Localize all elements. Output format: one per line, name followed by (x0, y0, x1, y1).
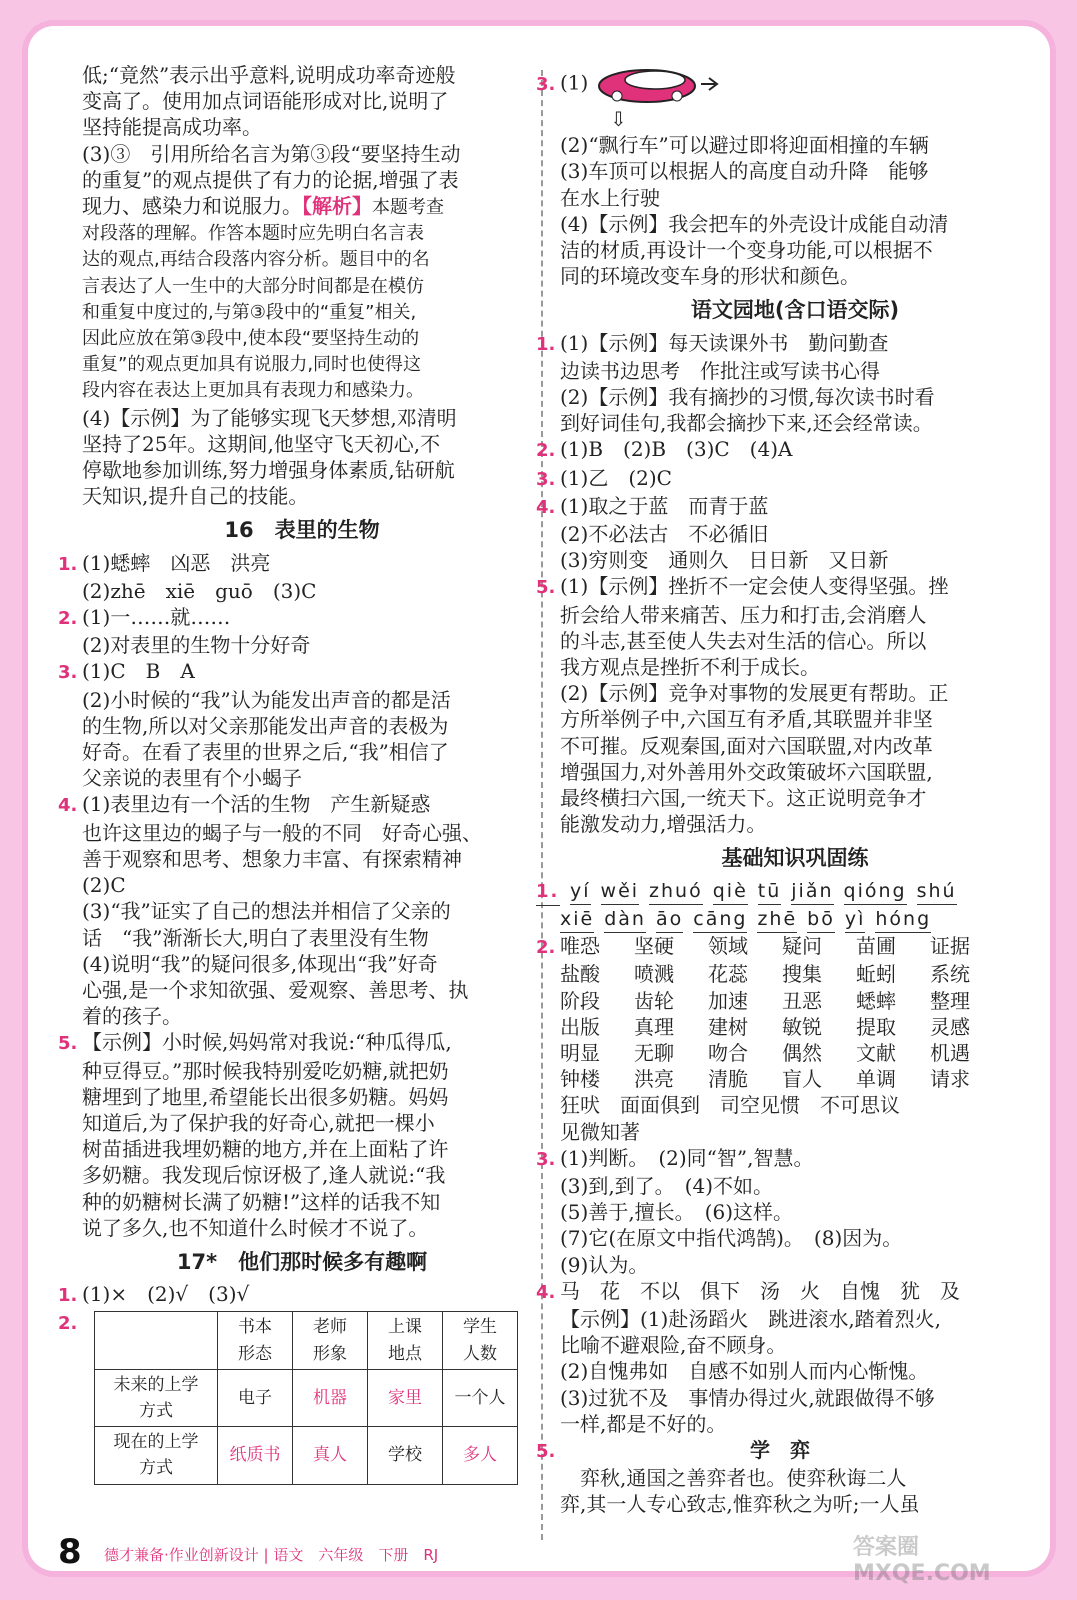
answer-text: (7)它(在原文中指代鸿鹄)。 (8)因为。 (560, 1226, 903, 1251)
word-row (560, 1040, 1030, 1066)
answer-item (536, 1278, 1030, 1437)
answer-line (560, 1252, 1030, 1278)
answer-text: 也许这里边的蝎子与一般的不同 好奇心强、 (82, 820, 482, 845)
question-number: 3. (536, 468, 556, 490)
table-cell: 纸质书 (218, 1427, 293, 1484)
answer-line (560, 1225, 1030, 1251)
question-number: 1. (536, 333, 556, 355)
answer-text: (2)小时候的“我”认为能发出声音的都是活 (82, 687, 451, 712)
answer-line (536, 465, 1030, 493)
pinyin-item: bō (807, 906, 835, 933)
answer-line (82, 687, 522, 713)
answer-text: (3)到,到了。 (4)不如。 (560, 1173, 774, 1198)
table-row (95, 1312, 518, 1369)
answer-line (82, 765, 522, 791)
word-grid (536, 933, 1030, 1092)
word-item: 疑问 (782, 934, 822, 959)
answer-text: (1)判断。 (2)同“智”,智慧。 (560, 1145, 814, 1170)
answer-text: 边读书边思考 作批注或写读书心得 (560, 358, 880, 383)
question-number: 2. (536, 937, 556, 959)
answer-text: (1)B (2)B (3)C (4)A (560, 437, 793, 462)
answer-text: 好奇。在看了表里的世界之后,“我”相信了 (82, 740, 449, 765)
word-item: 坚硬 (634, 934, 674, 959)
text-line: 弈秋,通国之善弈者也。使弈秋诲二人 (560, 1466, 907, 1491)
word-row (560, 988, 1030, 1014)
answer-line (560, 602, 1030, 628)
table-cell (95, 1312, 218, 1369)
answer-line (82, 632, 522, 658)
answer-text: 【示例】小时候,妈妈常对我说:“种瓜得瓜, (82, 1030, 452, 1055)
word-item: 证据 (930, 934, 970, 959)
answer-text: (1)【示例】每天读课外书 勤问勤查 (560, 330, 889, 355)
table-cell: 家里 (368, 1369, 443, 1426)
answer-text: (1)× (2)√ (3)√ (82, 1282, 250, 1307)
answer-text: 不可摧。反观秦国,面对六国联盟,对内改革 (560, 733, 933, 758)
word-item: 花蕊 (708, 962, 748, 987)
answer-line (82, 1084, 522, 1110)
yuwen-yuandi-answers (536, 330, 1030, 838)
answer-text: (2)自愧弗如 自感不如别人而内心惭愧。 (560, 1359, 929, 1384)
text-line: 因此应放在第③段中,使本段“要坚持生动的 (82, 328, 420, 350)
word-item: 真理 (634, 1014, 674, 1039)
question-number: 1. (58, 1285, 78, 1307)
answer-text: 种豆得豆。”那时候我特别爱吃奶糖,就把奶 (82, 1058, 449, 1083)
answer-line (536, 493, 1030, 521)
question-number: 4. (536, 496, 556, 518)
answer-line (560, 654, 1030, 680)
pinyin-item: āo (656, 906, 683, 933)
word-item: 丑恶 (782, 988, 822, 1013)
pinyin-item: xiē (560, 906, 594, 933)
answer-line (58, 791, 522, 819)
table-cell: 书本 形态 (218, 1312, 293, 1369)
answer-text: (2)zhē xiē guō (3)C (82, 578, 317, 603)
answer-line (82, 1110, 522, 1136)
answer-line (560, 628, 1030, 654)
answer-line (82, 872, 522, 898)
text-line: 重复”的观点更加具有说服力,同时也使得这 (82, 354, 422, 376)
answer-line (82, 925, 522, 951)
table-cell: 电子 (218, 1369, 293, 1426)
word-item: 机遇 (930, 1040, 970, 1065)
answer-line (58, 658, 522, 686)
word-item: 单调 (856, 1067, 896, 1092)
answer-text: 我方观点是挫折不利于成长。 (560, 655, 820, 680)
text-line: 言表达了人一生中的大部分时间都是在模仿 (82, 275, 424, 297)
text-line: (2)“飘行车”可以避过即将迎面相撞的车辆 (560, 133, 929, 158)
word-item: 领域 (708, 934, 748, 959)
answer-line (560, 1358, 1030, 1384)
question-number: 5. (536, 1440, 556, 1462)
pinyin-item: qiè (713, 878, 748, 905)
answer-line (560, 706, 1030, 732)
answer-line (560, 1199, 1030, 1225)
table-cell: 机器 (293, 1369, 368, 1426)
answer-item (536, 1145, 1030, 1278)
lesson-16-title: 16 表里的生物 (224, 518, 380, 543)
answer-text: 父亲说的表里有个小蝎子 (82, 766, 302, 791)
word-item: 蚯蚓 (856, 962, 896, 987)
pinyin-item: zhē (757, 906, 797, 933)
answer-text: 到好词佳句,我都会摘抄下来,还会经常读。 (560, 411, 933, 436)
answer-text: (1)一……就…… (82, 605, 231, 630)
table-cell: 学生 人数 (443, 1312, 518, 1369)
answer-line (82, 1136, 522, 1162)
footer (58, 1532, 658, 1572)
answer-text: (9)认为。 (560, 1252, 649, 1277)
answer-line (58, 604, 522, 632)
answer-text: 话 “我”渐渐长大,明白了表里没有生物 (82, 925, 429, 950)
word-item: 吻合 (708, 1040, 748, 1065)
answer-text: 知道后,为了保护我的好奇心,就把一棵小 (82, 1110, 435, 1135)
lesson-16-answers (58, 550, 522, 1241)
answer-line (560, 521, 1030, 547)
watermark (853, 1530, 1053, 1590)
word-item: 齿轮 (634, 988, 674, 1013)
answer-line (560, 811, 1030, 837)
question-number: 4. (58, 795, 78, 817)
word-item: 喷溅 (634, 962, 674, 987)
answer-line (536, 573, 1030, 601)
word-item: 出版 (560, 1014, 600, 1039)
answer-text: 【示例】(1)赴汤蹈火 跳进滚水,踏着烈火, (560, 1306, 942, 1331)
text-line: 停歇地参加训练,努力增强身体素质,钻研航 (82, 458, 455, 483)
text-line: (3)车顶可以根据人的高度自动升降 能够 (560, 159, 929, 184)
pinyin-item: zhuó (649, 878, 703, 905)
text-line: 狂吠 面面俱到 司空见惯 不可思议 (560, 1093, 900, 1118)
pinyin-item: hóng (875, 906, 931, 933)
word-item: 无聊 (634, 1040, 674, 1065)
left-column (58, 62, 522, 1485)
text-line: 变高了。使用加点词语能形成对比,说明了 (82, 89, 449, 114)
word-item: 洪亮 (634, 1067, 674, 1092)
word-item: 钟楼 (560, 1067, 600, 1092)
answer-text: (2)【示例】竞争对事物的发展更有帮助。正 (560, 681, 949, 706)
answer-item (58, 1281, 522, 1309)
word-item: 唯恐 (560, 934, 600, 959)
question-number: 2. (58, 1313, 78, 1335)
table-cell: 真人 (293, 1427, 368, 1484)
answer-text: 的斗志,甚至使人失去对生活的信心。所以 (560, 628, 927, 653)
answer-line (560, 410, 1030, 436)
answer-line (82, 951, 522, 977)
table-cell: 老师 形象 (293, 1312, 368, 1369)
question-number: 3. (536, 73, 556, 95)
yuwen-yuandi-title: 语文园地(含口语交际) (690, 298, 900, 323)
answer-line (536, 1278, 1030, 1306)
answer-text: (1)C B A (82, 659, 195, 684)
answer-line (82, 846, 522, 872)
word-item: 系统 (930, 962, 970, 987)
word-row (560, 1066, 1030, 1092)
answer-line (560, 1173, 1030, 1199)
answer-text: 种的奶糖树长满了奶糖!”这样的话我不知 (82, 1189, 441, 1214)
page-number: 8 (58, 1532, 82, 1572)
text-line (82, 193, 522, 221)
answer-text: 马 花 不以 俱下 汤 火 自愧 犹 及 (560, 1278, 960, 1303)
pinyin-item: wěi (601, 878, 640, 905)
pinyin-row (536, 878, 1030, 906)
answer-line (58, 1029, 522, 1057)
answer-text: 比喻不避艰险,奋不顾身。 (560, 1333, 787, 1358)
answer-text: 着的孩子。 (82, 1004, 182, 1029)
table-cell: 多人 (443, 1427, 518, 1484)
text-span: 本题考查 (372, 197, 444, 219)
answer-text: 折会给人带来痛苦、压力和打击,会消磨人 (560, 602, 927, 627)
pinyin-item: yì (845, 906, 866, 933)
answer-text: (2)对表里的生物十分好奇 (82, 633, 311, 658)
answer-text: 的生物,所以对父亲那能发出声音的表极为 (82, 713, 449, 738)
answer-text: (3)穷则变 通则久 日日新 又日新 (560, 548, 889, 573)
pinyin-item: jiǎn (791, 878, 833, 905)
answer-line (82, 578, 522, 604)
text-line: 的重复”的观点提供了有力的论据,增强了表 (82, 167, 459, 192)
word-item: 文献 (856, 1040, 896, 1065)
text-line: 天知识,提升自己的技能。 (82, 484, 309, 509)
pinyin-item: dàn (604, 906, 646, 933)
answer-text: (3)“我”证实了自己的想法并相信了父亲的 (82, 899, 451, 924)
question-number: 1. (58, 553, 78, 575)
answer-line (560, 733, 1030, 759)
answer-line (536, 436, 1030, 464)
question-number: 2. (58, 608, 78, 630)
answer-text: 最终横扫六国,一统天下。这正说明竞争才 (560, 786, 927, 811)
answer-text: (1)取之于蓝 而青于蓝 (560, 493, 769, 518)
text-line: 同的环境改变车身的形状和颜色。 (560, 264, 860, 289)
text-line: 在水上行驶 (560, 185, 660, 210)
answer-line (82, 739, 522, 765)
table-cell: 一个人 (443, 1369, 518, 1426)
text-line: 弈,其一人专心致志,惟弈秋之为听;一人虽 (560, 1492, 920, 1517)
comparison-table (94, 1311, 518, 1484)
word-item: 建树 (708, 1014, 748, 1039)
question-number: 3. (536, 1148, 556, 1170)
watermark-text: 答案圈 MXQE.COM (853, 1535, 991, 1586)
analysis-tag: 【解析】 (302, 194, 372, 219)
pinyin-item: shú (917, 878, 957, 905)
pinyin-item: cāng (693, 906, 747, 933)
text-line: (3)③ 引用所给名言为第③段“要坚持生动 (82, 141, 461, 166)
answer-line (560, 785, 1030, 811)
word-row (560, 961, 1030, 987)
word-item: 阶段 (560, 988, 600, 1013)
answer-text: (1)【示例】挫折不一定会使人变得坚强。挫 (560, 574, 949, 599)
answer-text: 多奶糖。我发现后惊讶极了,逢人就说:“我 (82, 1163, 446, 1188)
text-line: 和重复中度过的,与第③段中的“重复”相关, (82, 301, 417, 323)
answer-line (82, 898, 522, 924)
answer-text: 糖埋到了地里,希望能长出很多奶糖。妈妈 (82, 1084, 449, 1109)
answer-line (560, 1306, 1030, 1332)
word-item: 偶然 (782, 1040, 822, 1065)
answer-line (560, 547, 1030, 573)
answer-line (560, 384, 1030, 410)
answer-text: (1)蟋蟀 凶恶 洪亮 (82, 550, 271, 575)
question-number: 2. (536, 440, 556, 462)
text-line: 坚持了25年。这期间,他坚守飞天初心,不 (82, 431, 441, 456)
answer-line (82, 1003, 522, 1029)
text-line: (4)【示例】我会把车的外壳设计成能自动清 (560, 211, 949, 236)
answer-line (82, 820, 522, 846)
word-item: 搜集 (782, 962, 822, 987)
word-item: 灵感 (930, 1014, 970, 1039)
pinyin-item: tū (758, 878, 782, 905)
word-item: 明显 (560, 1040, 600, 1065)
answer-line (560, 1411, 1030, 1437)
word-item: 整理 (930, 988, 970, 1013)
text-line: 洁的材质,再设计一个变身功能,可以根据不 (560, 238, 933, 263)
answer-text: 说了多久,也不知道什么时候才不说了。 (82, 1215, 429, 1240)
answer-line (82, 1189, 522, 1215)
question-number: 4. (536, 1281, 556, 1303)
answer-line (560, 759, 1030, 785)
answer-text: (2)C (82, 873, 126, 898)
answer-text: 树苗插进我埋奶糖的地方,并在上面粘了许 (82, 1137, 449, 1162)
word-row (536, 933, 1030, 961)
answer-line (560, 358, 1030, 384)
answer-text: (5)善于,擅长。 (6)这样。 (560, 1200, 794, 1225)
answer-item (536, 62, 1030, 106)
text-line: 见微知著 (560, 1119, 640, 1144)
answer-text: (2)不必法古 不必循旧 (560, 522, 769, 547)
answer-text: (4)说明“我”的疑问很多,体现出“我”好奇 (82, 951, 438, 976)
text-line: 达的观点,再结合段落内容分析。题目中的名 (82, 249, 430, 271)
answer-line (82, 713, 522, 739)
table-cell: 未来的上学 方式 (95, 1369, 218, 1426)
answer-line (82, 1215, 522, 1241)
footer-text: 德才兼备·作业创新设计 | 语文 六年级 下册 RJ (104, 1546, 439, 1564)
question-number: 5. (536, 577, 556, 599)
down-arrow-icon: ⇩ (610, 107, 627, 131)
answer-text: 善于观察和思考、想象力丰富、有探索精神 (82, 846, 462, 871)
car-drawing-icon (595, 62, 725, 106)
word-item: 盐酸 (560, 962, 600, 987)
word-item: 加速 (708, 988, 748, 1013)
right-column (536, 62, 1030, 1518)
answer-text: 能激发动力,增强活力。 (560, 812, 767, 837)
table-row (95, 1427, 518, 1484)
answer-line (58, 550, 522, 578)
text-line: 低;“竟然”表示出乎意料,说明成功率奇迹般 (82, 63, 456, 87)
jichu-title: 基础知识巩固练 (721, 846, 869, 871)
answer-line (536, 1145, 1030, 1173)
answer-text: (3)过犹不及 事情办得过火,就跟做得不够 (560, 1385, 935, 1410)
lesson-17-title: 17* 他们那时候多有趣啊 (176, 1249, 428, 1274)
word-item: 提取 (856, 1014, 896, 1039)
question-number: 3. (58, 662, 78, 684)
text-span: 现力、感染力和说服力。 (82, 194, 302, 219)
answer-text: 方所举例子中,六国互有矛盾,其联盟并非坚 (560, 707, 933, 732)
word-item: 请求 (930, 1067, 970, 1092)
table-cell: 现在的上学 方式 (95, 1427, 218, 1484)
text-line: 坚持能提高成功率。 (82, 115, 262, 140)
answer-text: (1) (560, 70, 589, 95)
passage-title: 学 弈 (750, 1437, 810, 1462)
word-item: 清脆 (708, 1067, 748, 1092)
word-item: 盲人 (782, 1067, 822, 1092)
answer-text: (1)乙 (2)C (560, 465, 672, 490)
answer-text: 增强国力,对外善用外交政策破坏六国联盟, (560, 759, 933, 784)
word-row (560, 1014, 1030, 1040)
answer-text: (2)【示例】我有摘抄的习惯,每次读书时看 (560, 385, 935, 410)
text-line: 对段落的理解。作答本题时应先明白名言表 (82, 223, 424, 245)
question-number: 5. (58, 1033, 78, 1055)
text-line: 段内容在表达上更加具有表现力和感染力。 (82, 380, 424, 402)
answer-text: (1)表里边有一个活的生物 产生新疑惑 (82, 792, 431, 817)
answer-line (82, 1162, 522, 1188)
table-cell: 学校 (368, 1427, 443, 1484)
answer-line (82, 1058, 522, 1084)
answer-line (536, 330, 1030, 358)
table-row (95, 1369, 518, 1426)
answer-line (560, 1332, 1030, 1358)
word-item: 蟋蟀 (856, 988, 896, 1013)
answer-line (82, 977, 522, 1003)
column-divider (541, 70, 543, 1540)
answer-text: 一样,都是不好的。 (560, 1411, 727, 1436)
answer-text: 心强,是一个求知欲强、爱观察、善思考、执 (82, 977, 469, 1002)
pinyin-row (560, 906, 1030, 933)
answer-item (58, 1311, 522, 1484)
answer-line (560, 680, 1030, 706)
answer-item (536, 1437, 1030, 1465)
answer-line (560, 1385, 1030, 1411)
table-cell: 上课 地点 (368, 1312, 443, 1369)
text-line: (4)【示例】为了能够实现飞天梦想,邓清明 (82, 405, 457, 430)
word-item: 苗圃 (856, 934, 896, 959)
pinyin-item: yí (570, 878, 591, 905)
word-item: 敏锐 (782, 1014, 822, 1039)
pinyin-item: qióng (844, 878, 907, 905)
question-number: 1. (536, 879, 560, 906)
